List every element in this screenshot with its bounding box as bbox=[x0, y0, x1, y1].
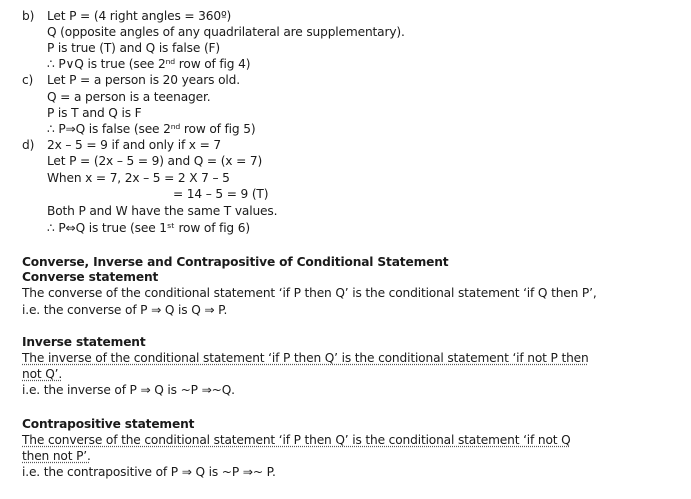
converse-heading: Converse statement bbox=[22, 270, 159, 284]
part-b-marker: b) bbox=[22, 9, 35, 23]
part-c-line-1: Let P = a person is 20 years old. bbox=[47, 73, 240, 87]
part-d-line-2: Let P = (2x – 5 = 9) and Q = (x = 7) bbox=[47, 154, 263, 168]
converse-text-1: The converse of the conditional statement ‘if P then Q’ is the conditional statement ‘if Q then P’, bbox=[22, 286, 597, 300]
converse-text-2: i.e. the converse of P ⇒ Q is Q ⇒ P. bbox=[22, 303, 228, 317]
part-c-line-3: P is T and Q is F bbox=[47, 106, 142, 120]
part-d-line-4: = 14 – 5 = 9 (T) bbox=[173, 187, 269, 201]
part-b-line-2: Q (opposite angles of any quadrilateral are supplementary). bbox=[47, 25, 405, 39]
part-d-marker: d) bbox=[22, 138, 35, 152]
contrapositive-heading: Contrapositive statement bbox=[22, 417, 195, 431]
part-b-line-3: P is true (T) and Q is false (F) bbox=[47, 41, 221, 55]
contrapositive-text-3: i.e. the contrapositive of P ⇒ Q is ~P ⇒~ P. bbox=[22, 465, 276, 479]
part-d-line-3: When x = 7, 2x – 5 = 2 X 7 – 5 bbox=[47, 171, 230, 185]
part-b-line-1: Let P = (4 right angles = 360º) bbox=[47, 9, 232, 23]
inverse-heading: Inverse statement bbox=[22, 335, 146, 349]
contrapositive-text-2: then not P’. bbox=[22, 449, 91, 463]
section-title: Converse, Inverse and Contrapositive of Conditional Statement bbox=[22, 255, 449, 269]
part-d-line-1: 2x – 5 = 9 if and only if x = 7 bbox=[47, 138, 221, 152]
inverse-text-2: not Q’. bbox=[22, 367, 63, 381]
contrapositive-text-1: The converse of the conditional statement ‘if P then Q’ is the conditional statement ‘if not Q bbox=[22, 433, 571, 447]
part-b-line-4: ∴ P∨Q is true (see 2ⁿᵈ row of fig 4) bbox=[47, 57, 251, 71]
part-c-marker: c) bbox=[22, 73, 34, 87]
part-c-line-2: Q = a person is a teenager. bbox=[47, 90, 211, 104]
part-d-line-5: Both P and W have the same T values. bbox=[47, 204, 278, 218]
part-c-line-4: ∴ P⇒Q is false (see 2ⁿᵈ row of fig 5) bbox=[47, 122, 256, 136]
inverse-text-3: i.e. the inverse of P ⇒ Q is ~P ⇒~Q. bbox=[22, 383, 235, 397]
inverse-text-1: The inverse of the conditional statement ‘if P then Q’ is the conditional statement ‘if not P then bbox=[22, 351, 589, 365]
part-d-line-6: ∴ P⇔Q is true (see 1ˢᵗ row of fig 6) bbox=[47, 221, 250, 235]
